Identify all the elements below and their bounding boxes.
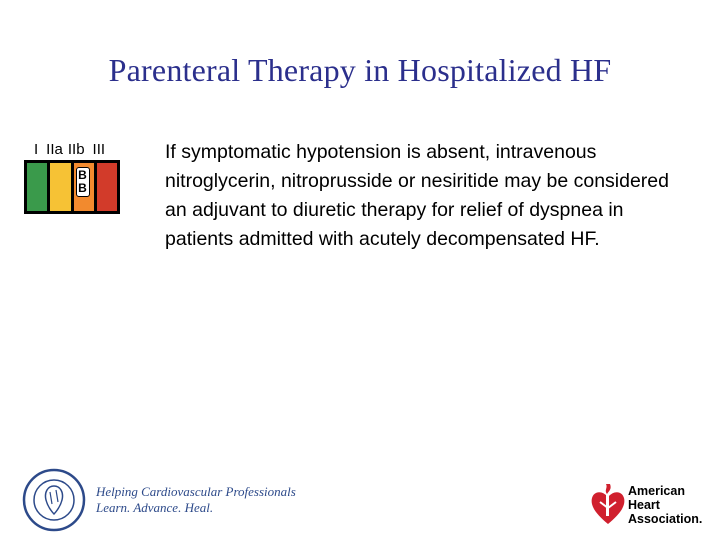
acc-tagline — [96, 484, 296, 516]
aha-heart-torch-logo — [588, 478, 628, 528]
aha-line1: American — [628, 484, 685, 498]
class-label-iia: IIa — [46, 141, 63, 158]
acc-seal-logo — [22, 468, 86, 532]
level-of-evidence-badge — [76, 167, 90, 197]
class-label-iib: IIb — [67, 141, 85, 158]
class-of-recommendation-labels — [34, 141, 124, 158]
recommendation-text: If symptomatic hypotension is absent, intravenous nitroglycerin, nitroprusside or nesiritide may be considered an adjuvant to diuretic therapy for relief of dyspnea in patients admitted with acutely decompensated HF. — [165, 141, 669, 250]
class-label-i: I — [34, 141, 39, 158]
acc-tagline-line2: Learn. Advance. Heal. — [96, 500, 214, 515]
class-iib-column — [74, 163, 94, 211]
loe-letter-bottom: B — [78, 181, 87, 195]
class-iia-column — [50, 163, 70, 211]
class-label-iii: III — [92, 141, 106, 158]
loe-letter-top: B — [78, 168, 87, 182]
class-of-recommendation-bar — [24, 160, 120, 214]
class-i-column — [27, 163, 47, 211]
acc-tagline-line1: Helping Cardiovascular Professionals — [96, 484, 296, 499]
aha-line3: Association. — [628, 512, 703, 526]
class-iii-column — [97, 163, 117, 211]
slide-title: Parenteral Therapy in Hospitalized HF — [108, 52, 612, 88]
aha-wordmark — [628, 484, 702, 526]
aha-line2: Heart — [628, 498, 660, 512]
